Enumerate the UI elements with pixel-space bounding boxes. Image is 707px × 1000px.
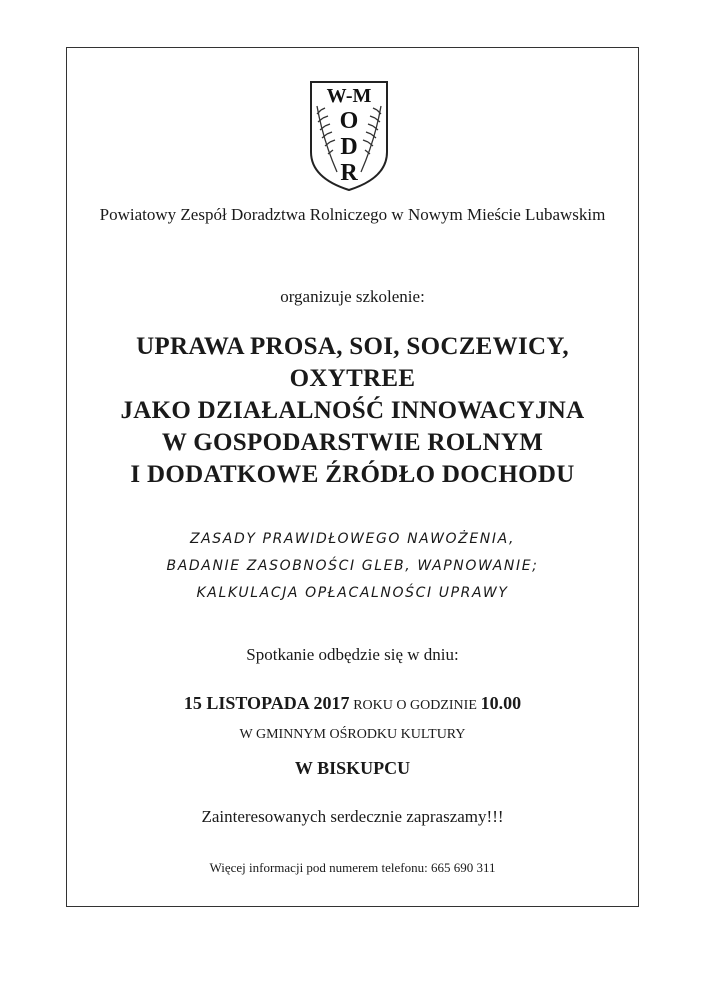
date-day-month: 15 LISTOPADA [183, 693, 310, 713]
date-year: 2017 [313, 693, 350, 713]
organizer-name: Powiatowy Zespół Doradztwa Rolniczego w Nowym Mieście Lubawskim [99, 205, 606, 224]
phone-info: Więcej informacji pod numerem telefonu: 665 690 311 [209, 860, 496, 875]
date-time: 10.00 [480, 693, 522, 713]
title-line: OXYTREE [289, 365, 416, 392]
logo-letter-r: R [340, 160, 358, 186]
venue: W GMINNYM OŚRODKU KULTURY [239, 727, 466, 742]
title-line: W GOSPODARSTWIE ROLNYM [161, 429, 544, 456]
date-line [66, 692, 639, 717]
topic-item: KALKULACJA OPŁACALNOŚCI UPRAWY [196, 585, 509, 601]
topics-list [66, 526, 639, 607]
logo-letter-d: D [340, 134, 358, 160]
logo-top-text: W-M [326, 85, 372, 107]
invitation-text: Zainteresowanych serdecznie zapraszamy!!! [201, 807, 504, 826]
title-line: I DODATKOWE ŹRÓDŁO DOCHODU [130, 461, 575, 488]
title-line: UPRAWA PROSA, SOI, SOCZEWICY, [136, 333, 569, 360]
wodr-logo [307, 80, 391, 192]
place: W BISKUPCU [294, 758, 411, 778]
training-title [66, 331, 639, 491]
meeting-text: Spotkanie odbędzie się w dniu: [246, 645, 459, 664]
topic-item: BADANIE ZASOBNOŚCI GLEB, WAPNOWANIE; [166, 558, 539, 574]
logo-letter-o: O [339, 108, 359, 134]
title-line: JAKO DZIAŁALNOŚĆ INNOWACYJNA [120, 397, 585, 424]
intro-text: organizuje szkolenie: [280, 287, 425, 306]
date-mid-text: ROKU O GODZINIE [353, 698, 477, 713]
topic-item: ZASADY PRAWIDŁOWEGO NAWOŻENIA, [189, 531, 516, 547]
